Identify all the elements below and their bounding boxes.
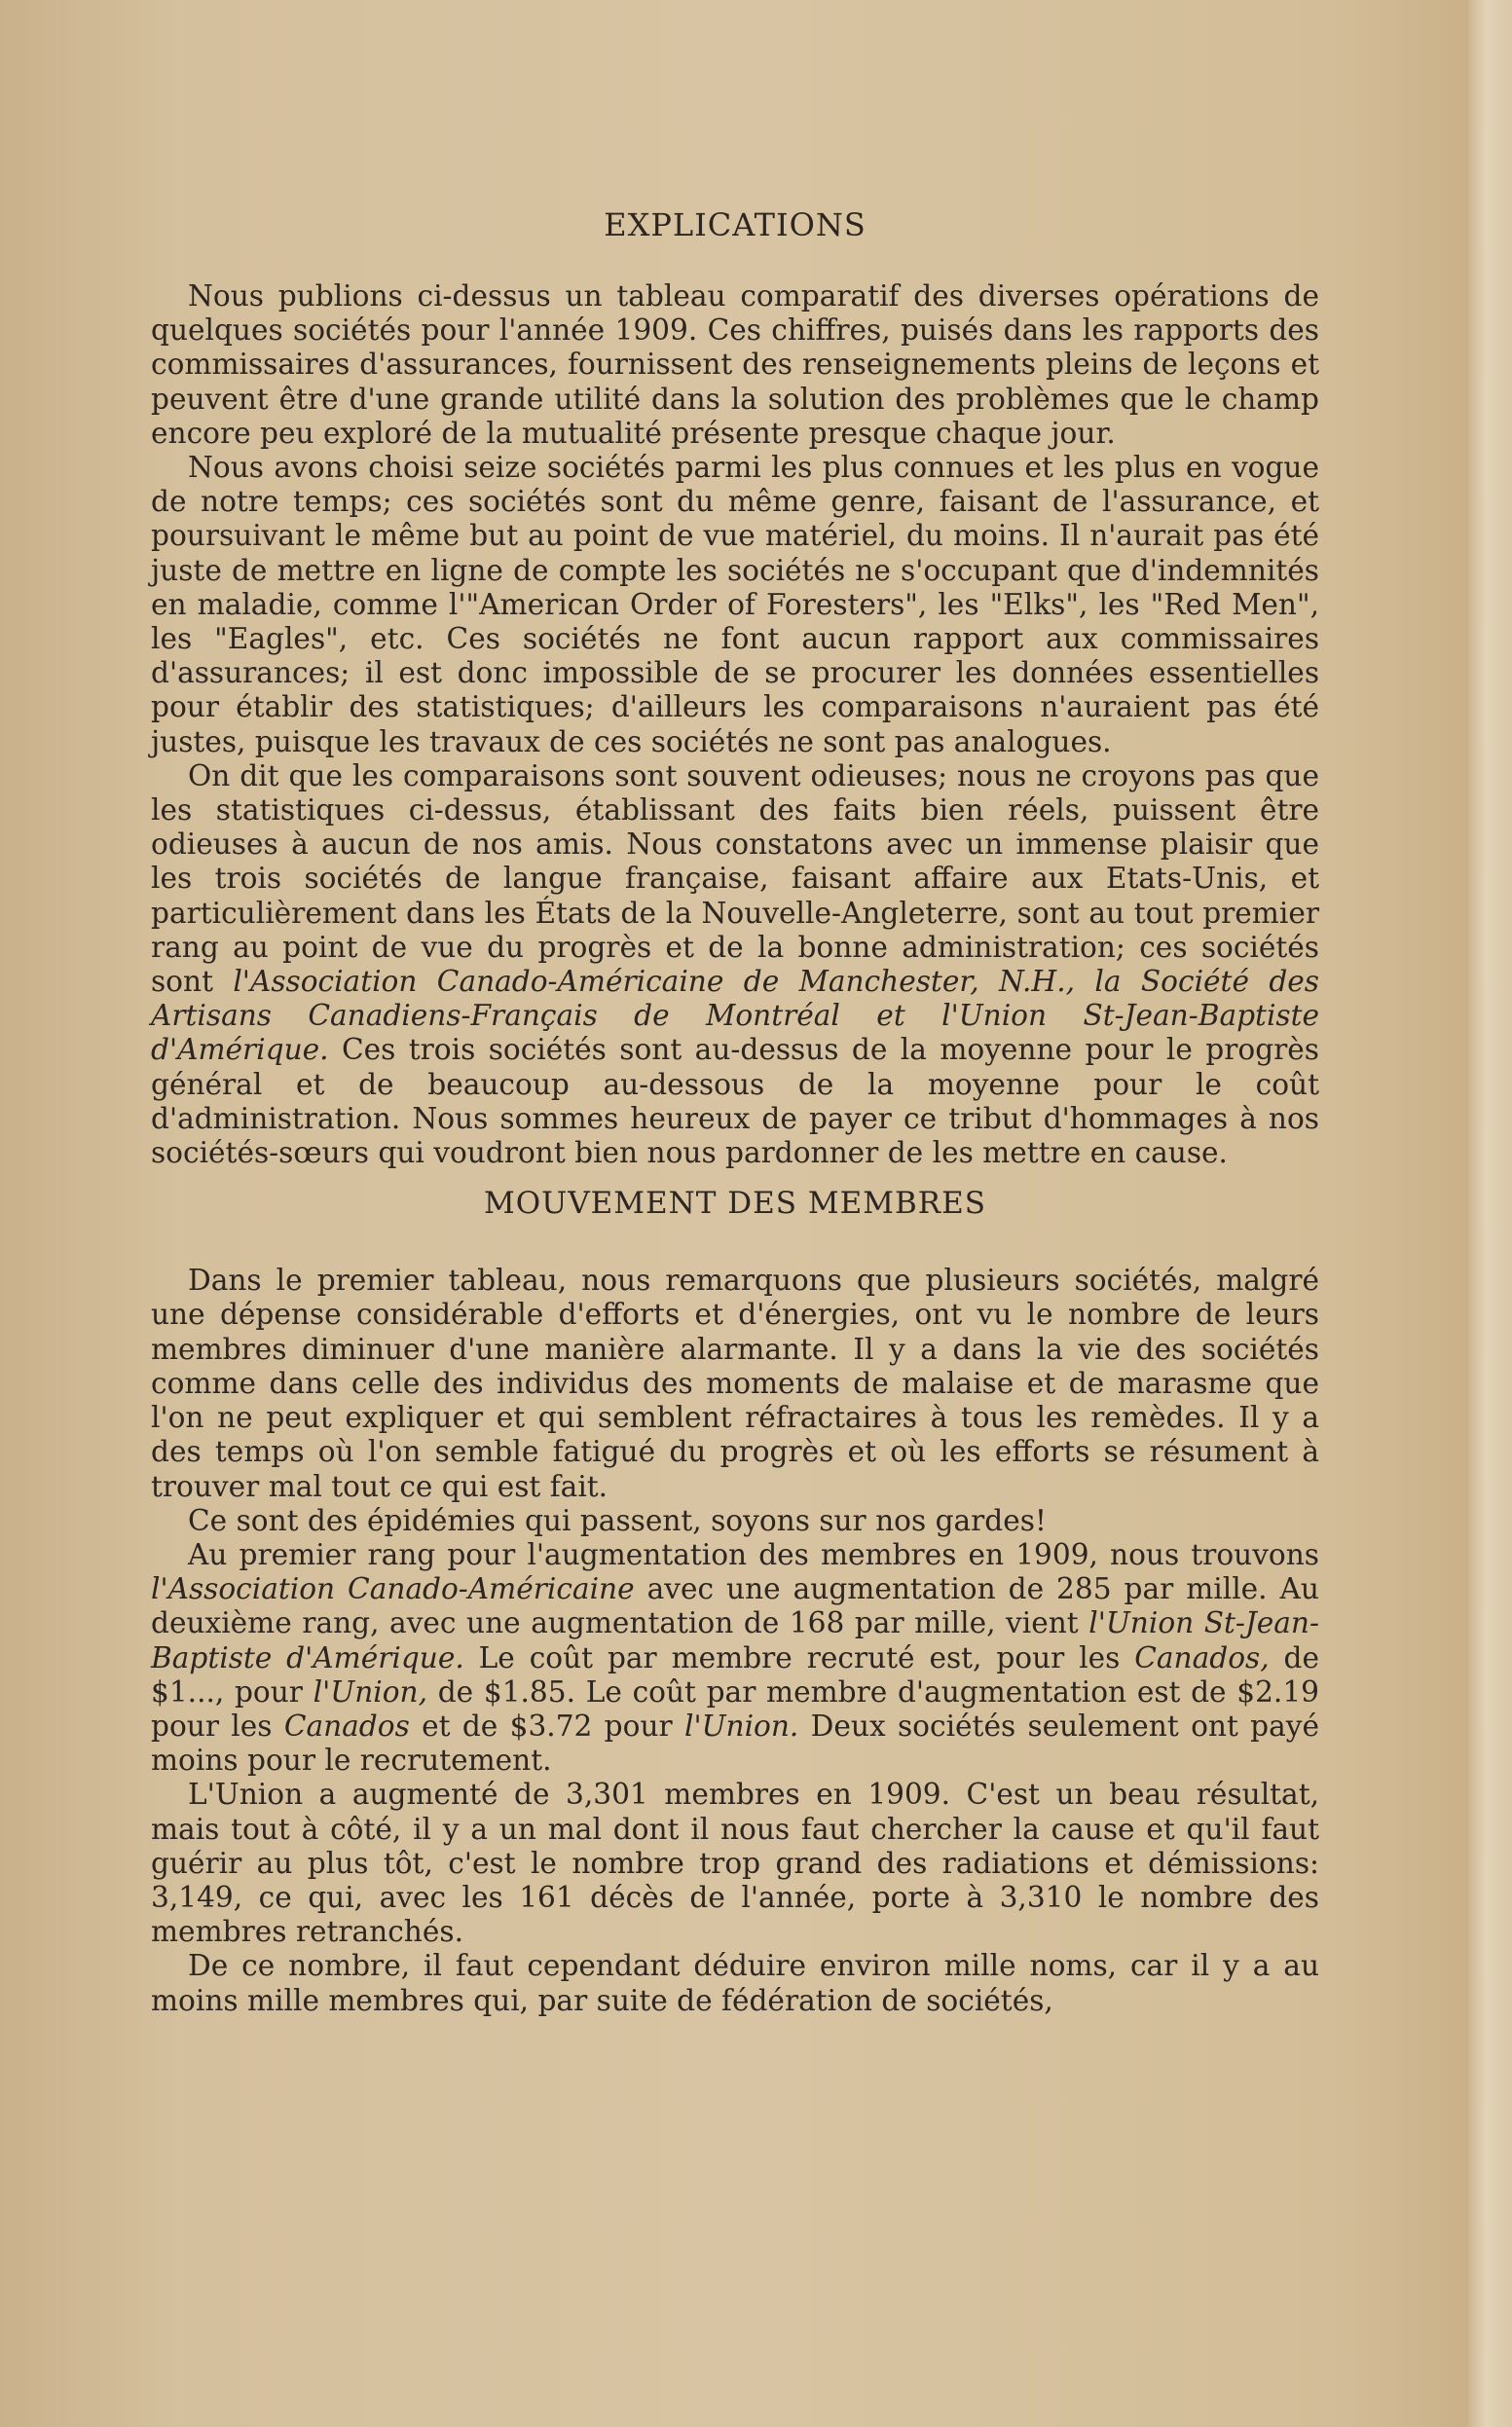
paragraph-explications-3 [151, 759, 1319, 1170]
text-run: de $1..., pour [151, 1640, 1319, 1709]
paragraph-mouvement-4: L'Union a augmenté de 3,301 membres en 1909. C'est un beau résultat, mais tout à côté, il y a un mal dont il nous faut chercher la cause et qu'il faut guérir au plus tôt, c'est le nombre trop grand des radiations et démissions: 3,149, ce qui, avec les 161 décès de l'année, porte à 3,310 le nombre des membres retranchés. [151, 1778, 1319, 1949]
paragraph-explications-2: Nous avons choisi seize sociétés parmi les plus connues et les plus en vogue de notre temps; ces sociétés sont du même genre, faisant de l'assurance, et poursuivant le même but au point de vue matériel, du moins. Il n'aurait pas été juste de mettre en ligne de compte les sociétés ne s'occupant que d'indemnités en maladie, comme l'"American Order of Foresters", les "Elks", les "Red Men", les "Eagles", etc. Ces sociétés ne font aucun rapport aux commissaires d'assurances; il est donc impossible de se procurer les données essentielles pour établir des statistiques; d'ailleurs les comparaisons n'auraient pas été justes, puisque les travaux de ces sociétés ne sont pas analogues. [151, 451, 1319, 758]
paragraph-mouvement-5: De ce nombre, il faut cependant déduire environ mille noms, car il y a au moins mille membres qui, par suite de fédération de sociétés, [151, 1949, 1319, 2017]
paragraph-mouvement-3 [151, 1538, 1319, 1778]
paragraph-mouvement-1: Dans le premier tableau, nous remarquons que plusieurs sociétés, malgré une dépense considérable d'efforts et d'énergies, ont vu le nombre de leurs membres diminuer d'une manière alarmante. Il y a dans la vie des sociétés comme dans celle des individus des moments de malaise et de marasme que l'on ne peut expliquer et qui semblent réfractaires à tous les remèdes. Il y a des temps où l'on semble fatigué du progrès et où les efforts se résument à trouver mal tout ce qui est fait. [151, 1264, 1319, 1503]
italic-society-names: l'Association Canado-Américaine de Manchester, N.H., la Société des Artisans Canadiens-Français de Montréal et l'Union St-Jean-Baptiste d'Amérique. [151, 965, 1319, 1067]
italic-run: l'Union, [313, 1674, 428, 1709]
paragraph-explications-1: Nous publions ci-dessus un tableau comparatif des diverses opérations de quelques sociétés pour l'année 1909. Ces chiffres, puisés dans les rapports des commissaires d'assurances, fournissent des renseignements pleins de leçons et peuvent être d'une grande utilité dans la solution des problèmes que le champ encore peu exploré de la mutualité présente presque chaque jour. [151, 279, 1319, 450]
text-run: Ces trois sociétés sont au-dessus de la moyenne pour le progrès général et de beaucoup au-dessous de la moyenne pour le coût d'administration. Nous sommes heureux de payer ce tribut d'hommages à nos sociétés-sœurs qui voudront bien nous pardonner de les mettre en cause. [151, 1033, 1319, 1170]
text-run: Deux sociétés seulement ont payé moins pour le recrutement. [151, 1709, 1320, 1778]
text-run: et de $3.72 pour [409, 1709, 684, 1743]
italic-run: Canados, [1134, 1640, 1270, 1674]
section-title-explications: EXPLICATIONS [604, 206, 867, 243]
text-run: Le coût par membre recruté est, pour les [463, 1640, 1135, 1674]
italic-run: Canados [283, 1709, 410, 1743]
document-body [151, 200, 1319, 2018]
page-edge-strip [1468, 0, 1512, 2427]
italic-run: l'Union. [683, 1709, 799, 1743]
italic-run: l'Union St-Jean-Baptiste d'Amérique. [151, 1606, 1319, 1674]
text-run: de $1.85. Le coût par membre d'augmentation est de $2.19 pour les [151, 1674, 1319, 1743]
section-title-mouvement: MOUVEMENT DES MEMBRES [483, 1186, 986, 1222]
text-run: Au premier rang pour l'augmentation des membres en 1909, nous trouvons [188, 1537, 1319, 1571]
text-run: On dit que les comparaisons sont souvent odieuses; nous ne croyons pas que les statistiques ci-dessus, établissant des faits bien réels, puissent être odieuses à aucun de nos amis. Nous constatons avec un immense plaisir que les trois sociétés de langue française, faisant affaire aux Etats-Unis, et particulièrement dans les États de la Nouvelle-Angleterre, sont au tout premier rang au point de vue du progrès et de la bonne administration; ces sociétés sont [151, 758, 1319, 999]
paragraph-mouvement-2: Ce sont des épidémies qui passent, soyons sur nos gardes! [188, 1503, 1047, 1537]
text-run: avec une augmentation de 285 par mille. Au deuxième rang, avec une augmentation de 168 par mille, vient [151, 1572, 1319, 1640]
italic-run: l'Association Canado-Américaine [151, 1572, 635, 1606]
